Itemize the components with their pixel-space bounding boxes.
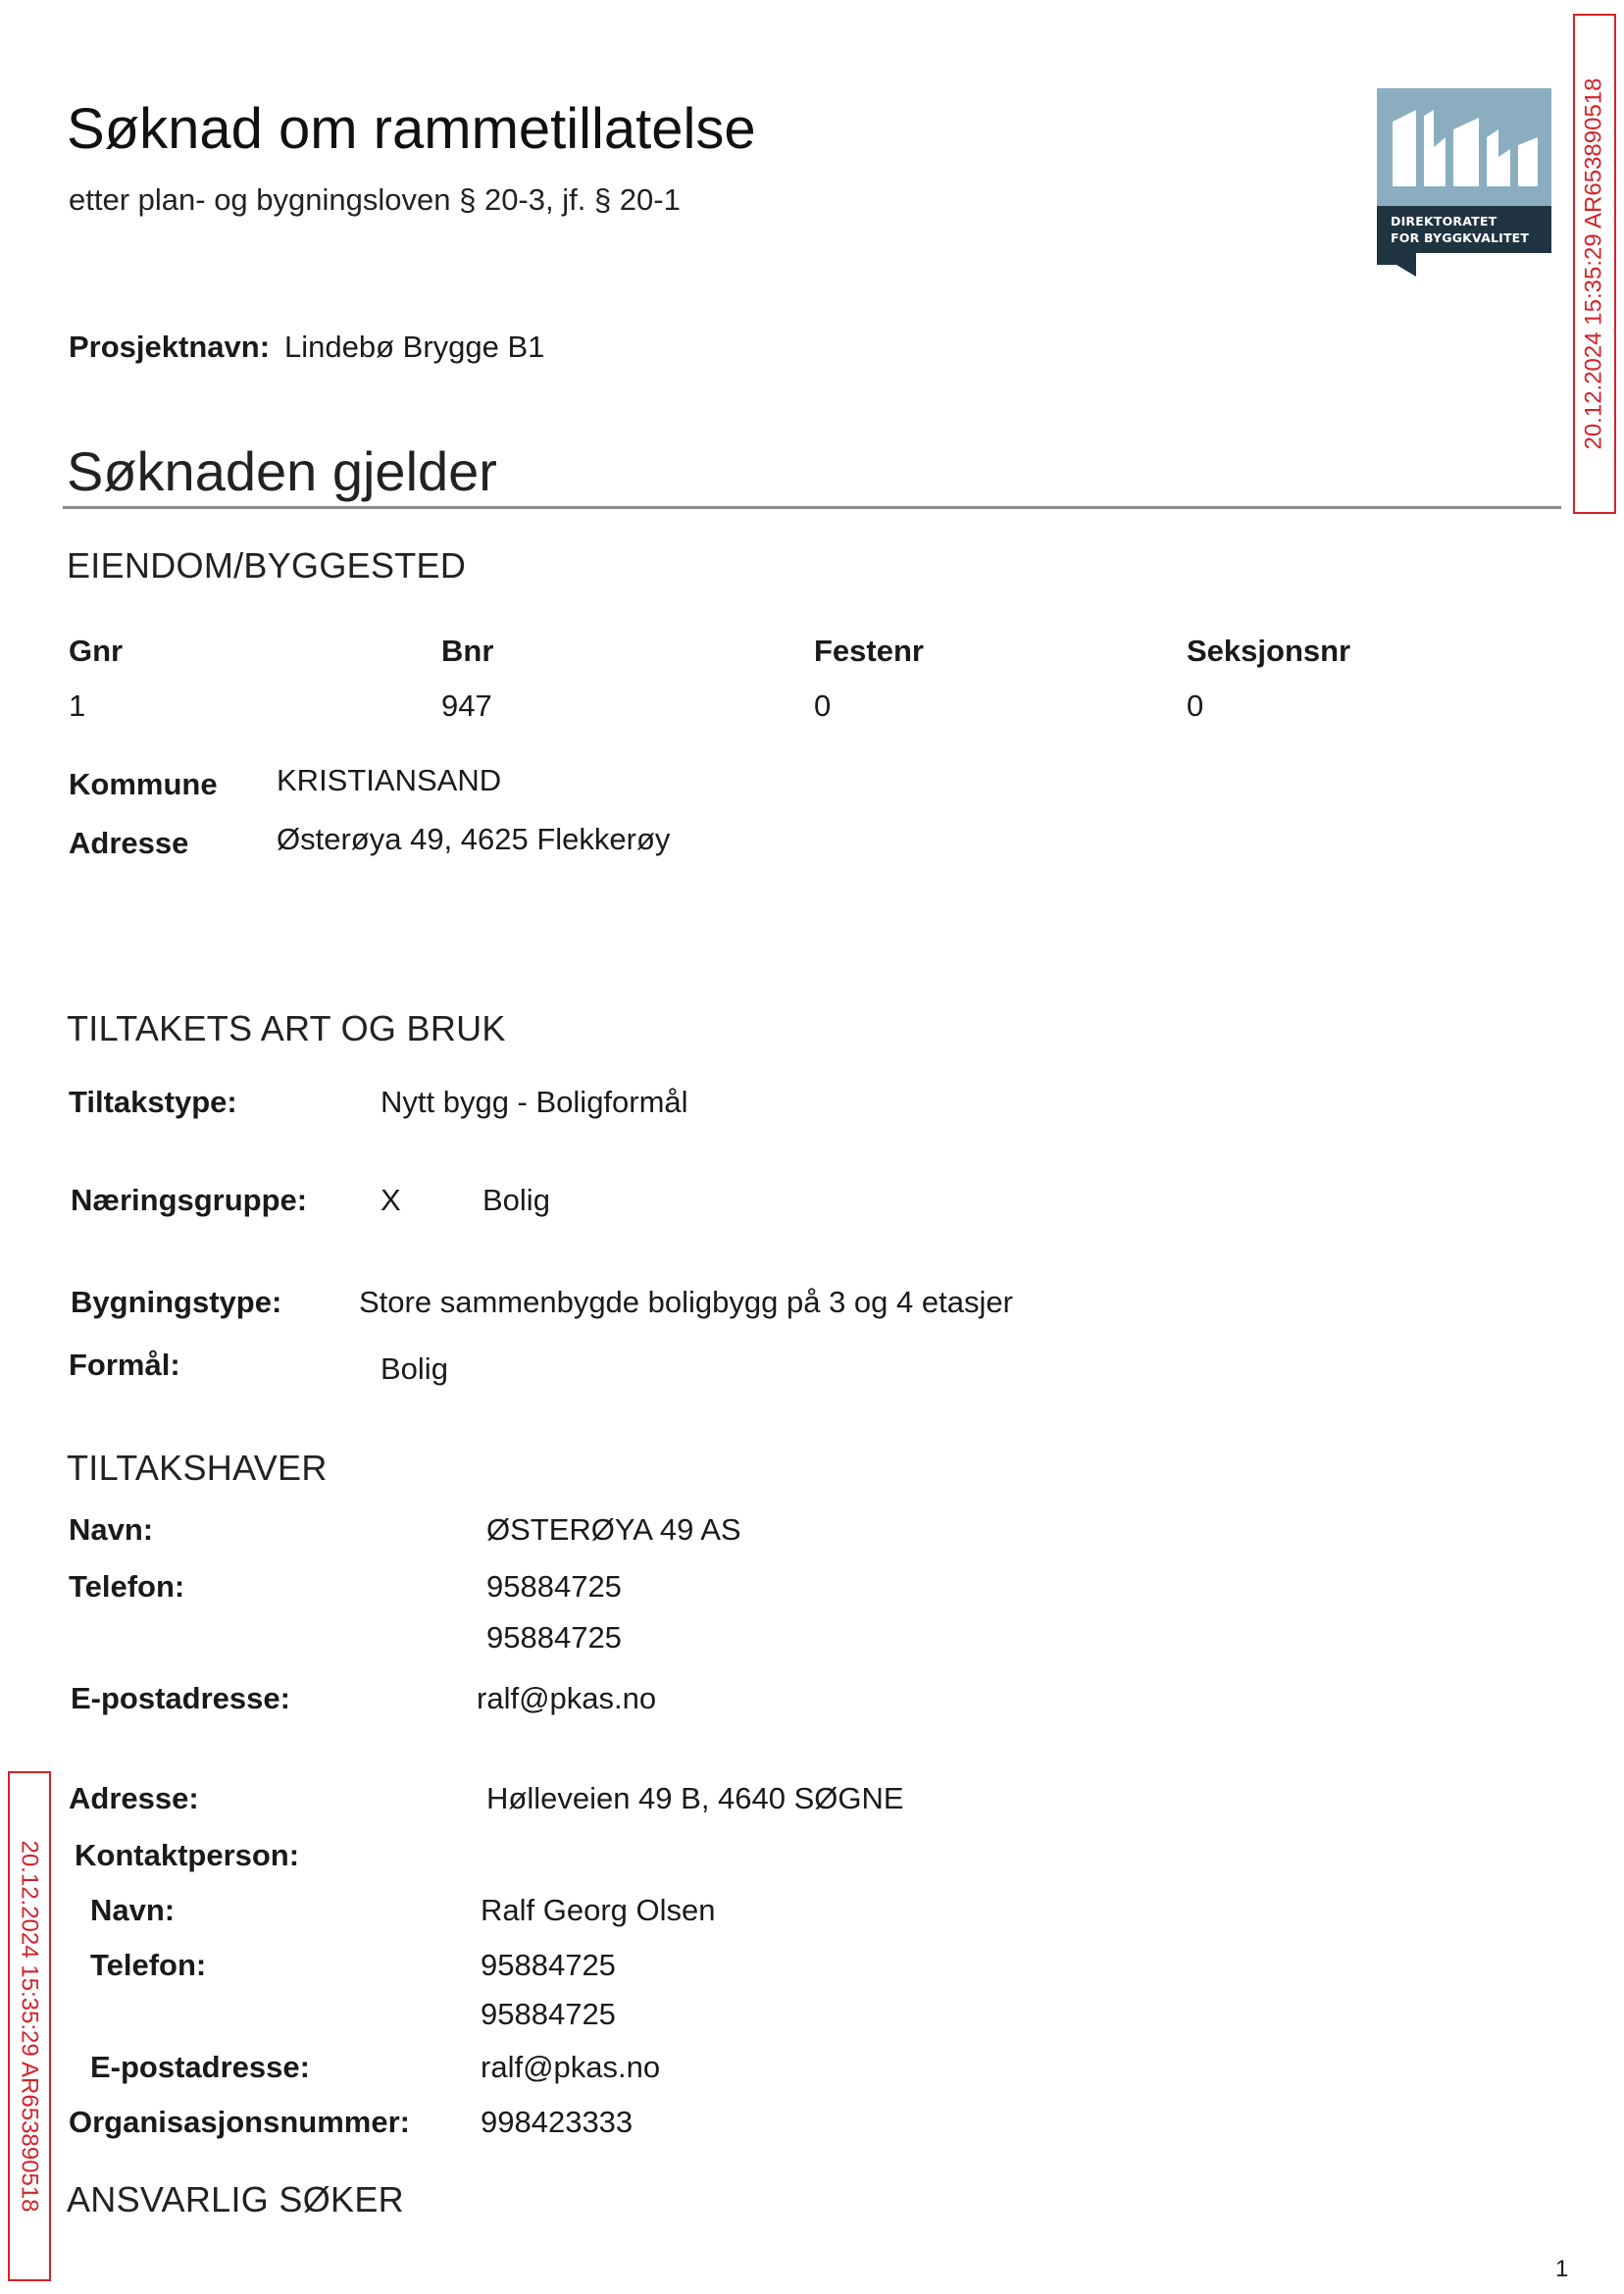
tiltakshaver-adresse-value: Hølleveien 49 B, 4640 SØGNE [486, 1781, 904, 1815]
timestamp-stamp-left-text: 20.12.2024 15:35:29 AR653890518 [17, 1840, 43, 2213]
kontakt-telefon-value-1: 95884725 [481, 1948, 616, 1982]
kontakt-navn-value: Ralf Georg Olsen [481, 1893, 716, 1927]
tiltakshaver-telefon-value-1: 95884725 [486, 1569, 622, 1604]
festenr-value: 0 [814, 688, 832, 723]
logo-line1: DIREKTORATET [1391, 214, 1497, 229]
timestamp-stamp-right [1573, 14, 1616, 514]
tiltakstype-value: Nytt bygg - Boligformål [381, 1085, 688, 1119]
tiltakstype-label: Tiltakstype: [69, 1085, 237, 1119]
kommune-value: KRISTIANSAND [277, 763, 502, 797]
bygningstype-label: Bygningstype: [71, 1285, 282, 1319]
page-number: 1 [1555, 2256, 1569, 2282]
eiendom-heading: EIENDOM/BYGGESTED [67, 545, 467, 586]
naeringsgruppe-code: X [381, 1183, 401, 1217]
timestamp-stamp-left [8, 1771, 51, 2281]
orgnr-label: Organisasjonsnummer: [69, 2105, 410, 2139]
adresse-label: Adresse [69, 826, 189, 860]
naeringsgruppe-label: Næringsgruppe: [71, 1183, 308, 1217]
dibk-logo [1377, 88, 1551, 277]
gnr-label: Gnr [69, 634, 124, 668]
tiltakshaver-telefon-label: Telefon: [69, 1569, 185, 1604]
naeringsgruppe-value: Bolig [482, 1183, 550, 1217]
orgnr-value: 998423333 [481, 2105, 634, 2139]
tiltakshaver-epost-label: E-postadresse: [71, 1681, 290, 1715]
kontakt-epost-label: E-postadresse: [90, 2050, 310, 2084]
section-divider [63, 506, 1561, 509]
ansvarlig-soker-heading: ANSVARLIG SØKER [67, 2179, 404, 2219]
bnr-label: Bnr [441, 634, 494, 668]
project-value: Lindebø Brygge B1 [284, 330, 545, 364]
kontaktperson-label: Kontaktperson: [75, 1838, 300, 1872]
logo-line2: FOR BYGGKVALITET [1391, 230, 1530, 245]
kontakt-navn-label: Navn: [90, 1893, 176, 1927]
tiltakshaver-adresse-label: Adresse: [69, 1781, 199, 1815]
tiltakshaver-navn-label: Navn: [69, 1512, 154, 1547]
tiltak-heading: TILTAKETS ART OG BRUK [67, 1008, 506, 1048]
formaal-value: Bolig [381, 1351, 448, 1386]
tiltakshaver-telefon-value-2: 95884725 [486, 1620, 622, 1655]
bygningstype-value: Store sammenbygde boligbygg på 3 og 4 etasjer [359, 1285, 1013, 1319]
kontakt-telefon-value-2: 95884725 [481, 1997, 616, 2031]
gnr-value: 1 [69, 688, 86, 723]
tiltakshaver-heading: TILTAKSHAVER [67, 1448, 328, 1488]
tiltakshaver-navn-value: ØSTERØYA 49 AS [486, 1512, 741, 1547]
seksjonsnr-label: Seksjonsnr [1187, 634, 1351, 668]
kontakt-telefon-label: Telefon: [90, 1948, 207, 1982]
kommune-label: Kommune [69, 767, 218, 801]
festenr-label: Festenr [814, 634, 924, 668]
adresse-value: Østerøya 49, 4625 Flekkerøy [277, 822, 671, 856]
project-label: Prosjektnavn: [69, 330, 271, 364]
document-subtitle: etter plan- og bygningsloven § 20-3, jf. § 20-1 [69, 182, 681, 217]
seksjonsnr-value: 0 [1187, 688, 1204, 723]
formaal-label: Formål: [69, 1348, 180, 1382]
timestamp-stamp-right-text: 20.12.2024 15:35:29 AR653890518 [1581, 77, 1607, 450]
section-title: Søknaden gjelder [67, 440, 497, 502]
document-title: Søknad om rammetillatelse [67, 97, 756, 161]
kontakt-epost-value: ralf@pkas.no [481, 2050, 661, 2084]
bnr-value: 947 [441, 688, 492, 723]
tiltakshaver-epost-value: ralf@pkas.no [477, 1681, 657, 1715]
